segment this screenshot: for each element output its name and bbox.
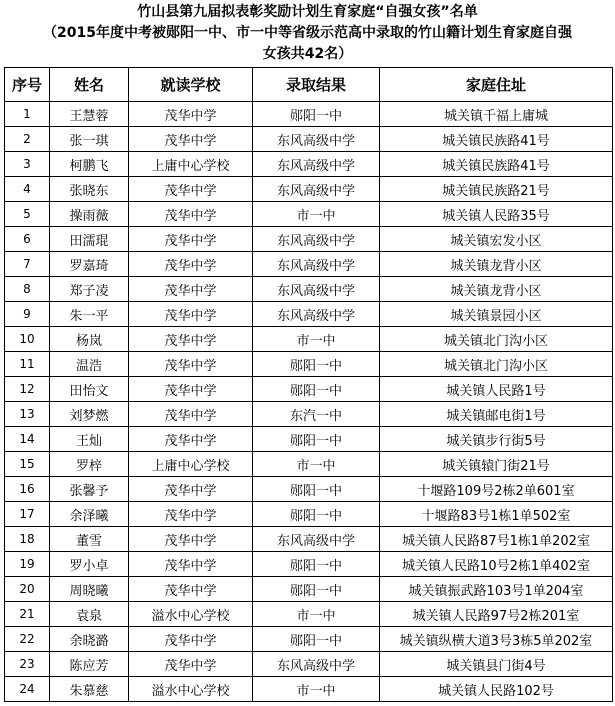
cell-name: 朱慕慈 (50, 677, 129, 702)
table-row (5, 377, 613, 402)
table-row (5, 527, 613, 552)
cell-address: 城关镇龙背小区 (380, 252, 613, 277)
cell-result: 郧阳一中 (253, 352, 380, 377)
cell-number: 6 (5, 227, 50, 252)
cell-name: 余晓潞 (50, 627, 129, 652)
cell-address: 城关镇人民路102号 (380, 677, 613, 702)
cell-result: 郧阳一中 (253, 427, 380, 452)
cell-result: 郧阳一中 (253, 377, 380, 402)
header-row (5, 68, 613, 102)
cell-number: 19 (5, 552, 50, 577)
cell-address: 城关镇北门沟小区 (380, 352, 613, 377)
cell-name: 郑子凌 (50, 277, 129, 302)
cell-number: 18 (5, 527, 50, 552)
cell-name: 柯鹏飞 (50, 152, 129, 177)
cell-result: 东风高级中学 (253, 177, 380, 202)
cell-number: 16 (5, 477, 50, 502)
cell-number: 11 (5, 352, 50, 377)
cell-address: 城关镇民族路41号 (380, 152, 613, 177)
cell-result: 郧阳一中 (253, 502, 380, 527)
table-row (5, 452, 613, 477)
cell-name: 张一琪 (50, 127, 129, 152)
cell-address: 城关镇民族路41号 (380, 127, 613, 152)
table-row (5, 327, 613, 352)
cell-name: 周晓曦 (50, 577, 129, 602)
title-line-3: 女孩共42名） (262, 46, 353, 62)
cell-school: 茂华中学 (129, 352, 253, 377)
cell-school: 茂华中学 (129, 477, 253, 502)
cell-address: 城关镇步行街5号 (380, 427, 613, 452)
cell-result: 市一中 (253, 602, 380, 627)
cell-name: 刘梦燃 (50, 402, 129, 427)
cell-result: 东风高级中学 (253, 227, 380, 252)
cell-number: 13 (5, 402, 50, 427)
cell-address: 城关镇振武路103号1单204室 (380, 577, 613, 602)
cell-result: 市一中 (253, 202, 380, 227)
cell-result: 东风高级中学 (253, 277, 380, 302)
table-row (5, 677, 613, 702)
cell-school: 茂华中学 (129, 252, 253, 277)
cell-name: 温浩 (50, 352, 129, 377)
cell-address: 城关镇北门沟小区 (380, 327, 613, 352)
cell-name: 董雪 (50, 527, 129, 552)
table-row (5, 577, 613, 602)
cell-result: 东风高级中学 (253, 252, 380, 277)
cell-number: 17 (5, 502, 50, 527)
table-row (5, 502, 613, 527)
cell-name: 罗梓 (50, 452, 129, 477)
cell-result: 市一中 (253, 677, 380, 702)
table-row (5, 302, 613, 327)
cell-school: 茂华中学 (129, 302, 253, 327)
cell-result: 东汽一中 (253, 402, 380, 427)
cell-school: 溢水中心学校 (129, 677, 253, 702)
cell-result: 郧阳一中 (253, 577, 380, 602)
cell-number: 23 (5, 652, 50, 677)
cell-result: 郧阳一中 (253, 102, 380, 127)
cell-name: 杨岚 (50, 327, 129, 352)
table-row (5, 252, 613, 277)
table-row (5, 102, 613, 127)
cell-number: 7 (5, 252, 50, 277)
cell-address: 十堰路109号2栋2单601室 (380, 477, 613, 502)
table-row (5, 127, 613, 152)
cell-school: 茂华中学 (129, 327, 253, 352)
cell-result: 东风高级中学 (253, 127, 380, 152)
cell-number: 15 (5, 452, 50, 477)
cell-address: 城关镇人民路97号2栋201室 (380, 602, 613, 627)
cell-name: 王灿 (50, 427, 129, 452)
table-row (5, 227, 613, 252)
cell-address: 城关镇人民路1号 (380, 377, 613, 402)
cell-number: 24 (5, 677, 50, 702)
cell-name: 罗嘉琦 (50, 252, 129, 277)
cell-name: 张晓东 (50, 177, 129, 202)
cell-address: 城关镇辕门街21号 (380, 452, 613, 477)
cell-school: 茂华中学 (129, 277, 253, 302)
table-row (5, 552, 613, 577)
cell-school: 茂华中学 (129, 177, 253, 202)
cell-name: 王慧蓉 (50, 102, 129, 127)
cell-name: 田濡琨 (50, 227, 129, 252)
cell-address: 城关镇人民路87号1栋1单202室 (380, 527, 613, 552)
cell-result: 郧阳一中 (253, 552, 380, 577)
cell-name: 操雨薇 (50, 202, 129, 227)
cell-number: 2 (5, 127, 50, 152)
cell-name: 田怡文 (50, 377, 129, 402)
cell-school: 上庸中心学校 (129, 452, 253, 477)
cell-school: 茂华中学 (129, 102, 253, 127)
header-school: 就读学校 (129, 68, 253, 102)
cell-number: 10 (5, 327, 50, 352)
table-row (5, 177, 613, 202)
cell-address: 十堰路83号1栋1单502室 (380, 502, 613, 527)
header-result: 录取结果 (253, 68, 380, 102)
cell-number: 20 (5, 577, 50, 602)
document-title (0, 0, 615, 66)
cell-address: 城关镇县门街4号 (380, 652, 613, 677)
cell-address: 城关镇人民路10号2栋1单402室 (380, 552, 613, 577)
title-line-2: （2015年度中考被郧阳一中、市一中等省级示范高中录取的竹山籍计划生育家庭自强 (43, 25, 572, 41)
cell-address: 城关镇千福上庸城 (380, 102, 613, 127)
cell-number: 5 (5, 202, 50, 227)
table-row (5, 602, 613, 627)
cell-school: 茂华中学 (129, 652, 253, 677)
table-row (5, 352, 613, 377)
cell-number: 4 (5, 177, 50, 202)
cell-name: 余泽曦 (50, 502, 129, 527)
table-row (5, 477, 613, 502)
cell-number: 1 (5, 102, 50, 127)
cell-school: 茂华中学 (129, 527, 253, 552)
cell-number: 3 (5, 152, 50, 177)
cell-address: 城关镇人民路35号 (380, 202, 613, 227)
cell-number: 22 (5, 627, 50, 652)
cell-result: 市一中 (253, 327, 380, 352)
header-address: 家庭住址 (380, 68, 613, 102)
cell-school: 茂华中学 (129, 127, 253, 152)
cell-school: 茂华中学 (129, 627, 253, 652)
cell-result: 郧阳一中 (253, 627, 380, 652)
cell-school: 茂华中学 (129, 402, 253, 427)
cell-name: 陈应芳 (50, 652, 129, 677)
cell-school: 茂华中学 (129, 427, 253, 452)
cell-number: 8 (5, 277, 50, 302)
cell-number: 9 (5, 302, 50, 327)
cell-address: 城关镇邮电街1号 (380, 402, 613, 427)
cell-address: 城关镇宏发小区 (380, 227, 613, 252)
cell-school: 茂华中学 (129, 502, 253, 527)
cell-name: 朱一平 (50, 302, 129, 327)
table-row (5, 202, 613, 227)
table-row (5, 152, 613, 177)
honoree-table (4, 67, 613, 702)
cell-name: 张馨予 (50, 477, 129, 502)
cell-address: 城关镇景园小区 (380, 302, 613, 327)
cell-school: 茂华中学 (129, 227, 253, 252)
cell-result: 郧阳一中 (253, 477, 380, 502)
table-row (5, 427, 613, 452)
cell-school: 茂华中学 (129, 377, 253, 402)
cell-school: 茂华中学 (129, 202, 253, 227)
cell-number: 14 (5, 427, 50, 452)
cell-address: 城关镇纵横大道3号3栋5单202室 (380, 627, 613, 652)
cell-number: 12 (5, 377, 50, 402)
cell-school: 茂华中学 (129, 577, 253, 602)
table-row (5, 277, 613, 302)
header-number: 序号 (5, 68, 50, 102)
cell-result: 东风高级中学 (253, 302, 380, 327)
cell-name: 罗小卓 (50, 552, 129, 577)
table-row (5, 627, 613, 652)
title-line-1: 竹山县第九届拟表彰奖励计划生育家庭“自强女孩”名单 (137, 4, 478, 20)
cell-school: 溢水中心学校 (129, 602, 253, 627)
header-name: 姓名 (50, 68, 129, 102)
cell-result: 东风高级中学 (253, 152, 380, 177)
cell-school: 上庸中心学校 (129, 152, 253, 177)
table-row (5, 402, 613, 427)
cell-name: 袁泉 (50, 602, 129, 627)
table-row (5, 652, 613, 677)
cell-number: 21 (5, 602, 50, 627)
cell-address: 城关镇民族路21号 (380, 177, 613, 202)
cell-result: 东风高级中学 (253, 527, 380, 552)
cell-address: 城关镇龙背小区 (380, 277, 613, 302)
cell-school: 茂华中学 (129, 552, 253, 577)
cell-result: 市一中 (253, 452, 380, 477)
cell-result: 东风高级中学 (253, 652, 380, 677)
